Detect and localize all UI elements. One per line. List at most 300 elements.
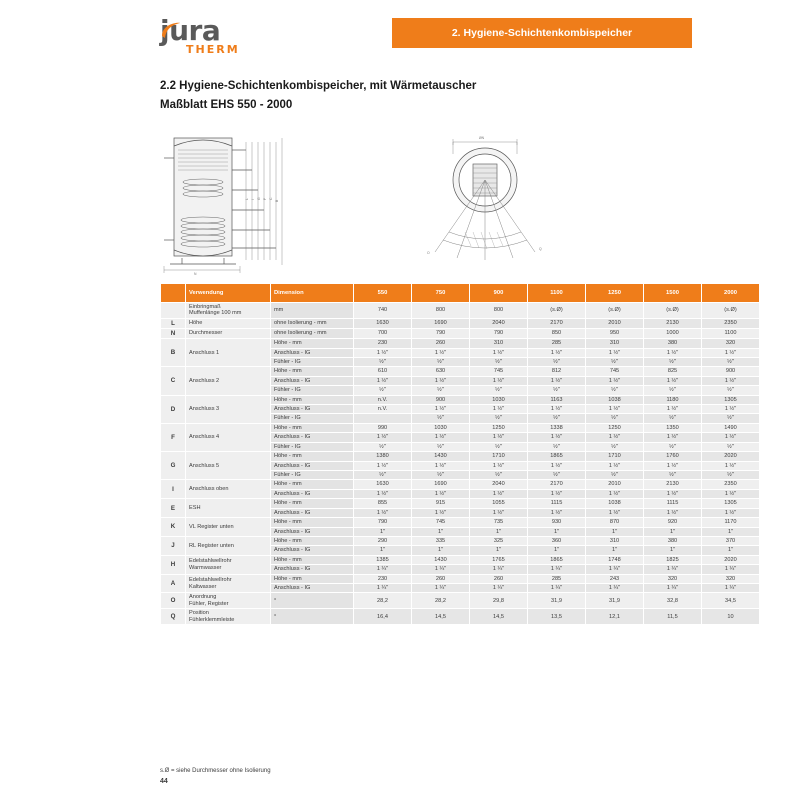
row-value-cell: 1 ½" — [354, 489, 412, 498]
row-value-cell: 735 — [470, 518, 528, 527]
row-value-cell: 1380 — [354, 452, 412, 461]
row-dimension-cell: Höhe - mm — [271, 452, 354, 461]
row-value-cell: 745 — [412, 518, 470, 527]
table-row — [161, 555, 760, 564]
row-dimension-cell: Höhe - mm — [271, 423, 354, 432]
svg-text:L: L — [245, 198, 249, 200]
row-value-cell: 320 — [702, 339, 760, 348]
row-key-cell: Q — [161, 609, 186, 625]
row-value-cell: 870 — [586, 518, 644, 527]
row-value-cell: 1 ½" — [528, 461, 586, 470]
row-value-cell: 1 ½" — [586, 461, 644, 470]
row-value-cell: ½" — [702, 357, 760, 366]
row-dimension-cell: Anschluss - IG — [271, 584, 354, 593]
row-value-cell: ½" — [644, 471, 702, 480]
row-value-cell: 32,8 — [644, 593, 702, 609]
row-usage-cell: Durchmesser — [186, 328, 271, 338]
row-dimension-cell: Höhe - mm — [271, 555, 354, 564]
row-value-cell: 800 — [470, 303, 528, 319]
row-value-cell: 1 ¼" — [354, 584, 412, 593]
row-value-cell: 1 ½" — [470, 461, 528, 470]
row-value-cell: 1000 — [644, 328, 702, 338]
row-value-cell: 1 ½" — [412, 405, 470, 414]
row-value-cell: 1690 — [412, 318, 470, 328]
row-key-cell: H — [161, 555, 186, 574]
row-value-cell: 915 — [412, 499, 470, 508]
row-value-cell: 380 — [644, 536, 702, 545]
row-value-cell: 1748 — [586, 555, 644, 564]
row-dimension-cell: Höhe - mm — [271, 367, 354, 376]
row-value-cell: ½" — [412, 471, 470, 480]
row-value-cell: 1305 — [702, 395, 760, 404]
row-dimension-cell: Anschluss - IG — [271, 565, 354, 574]
row-usage-cell: VL Register unten — [186, 518, 271, 537]
row-value-cell: 2020 — [702, 555, 760, 564]
row-key-cell: B — [161, 339, 186, 367]
row-value-cell: 1 ¼" — [702, 584, 760, 593]
row-value-cell: 1115 — [644, 499, 702, 508]
row-value-cell: 745 — [470, 367, 528, 376]
row-usage-cell: Anschluss 3 — [186, 395, 271, 423]
table-row — [161, 609, 760, 625]
row-value-cell: 1 ¼" — [702, 565, 760, 574]
col-550: 550 — [354, 284, 412, 303]
row-value-cell: 285 — [528, 339, 586, 348]
table-row — [161, 593, 760, 609]
row-value-cell: 230 — [354, 339, 412, 348]
row-value-cell: 1 ½" — [702, 433, 760, 442]
row-key-cell: N — [161, 328, 186, 338]
row-value-cell: 1 ½" — [702, 489, 760, 498]
row-value-cell: 1100 — [702, 328, 760, 338]
row-value-cell: 1 ½" — [354, 508, 412, 517]
row-value-cell: 1385 — [354, 555, 412, 564]
row-value-cell: 285 — [528, 574, 586, 583]
row-value-cell: 1 ½" — [528, 376, 586, 385]
row-value-cell: 260 — [412, 574, 470, 583]
row-value-cell: 230 — [354, 574, 412, 583]
row-value-cell: 1 ¼" — [470, 584, 528, 593]
row-key-cell: G — [161, 452, 186, 480]
table-row — [161, 328, 760, 338]
row-value-cell: 10 — [702, 609, 760, 625]
row-key-cell: A — [161, 574, 186, 593]
front-view-drawing — [160, 120, 360, 275]
row-dimension-cell: Anschluss - IG — [271, 461, 354, 470]
row-value-cell: 1" — [470, 527, 528, 536]
row-value-cell: (s.Ø) — [702, 303, 760, 319]
row-key-cell: E — [161, 499, 186, 518]
row-value-cell: 1" — [528, 546, 586, 555]
row-value-cell: 16,4 — [354, 609, 412, 625]
col-dimension: Dimension — [271, 284, 354, 303]
row-key-cell: J — [161, 536, 186, 555]
row-value-cell — [354, 414, 412, 423]
row-value-cell: ½" — [586, 414, 644, 423]
row-value-cell: 28,2 — [354, 593, 412, 609]
row-dimension-cell: Anschluss - IG — [271, 527, 354, 536]
svg-text:F: F — [263, 197, 267, 200]
row-value-cell: ½" — [644, 414, 702, 423]
row-value-cell: 790 — [412, 328, 470, 338]
row-value-cell: 310 — [586, 536, 644, 545]
col-key — [161, 284, 186, 303]
row-dimension-cell: Höhe - mm — [271, 574, 354, 583]
row-value-cell: ½" — [412, 386, 470, 395]
row-dimension-cell: Anschluss - IG — [271, 405, 354, 414]
row-value-cell: 900 — [702, 367, 760, 376]
row-dimension-cell: Anschluss - IG — [271, 376, 354, 385]
technical-drawings — [160, 120, 690, 275]
row-key-cell: F — [161, 423, 186, 451]
page-title: 2.2 Hygiene-Schichtenkombispeicher, mit Wärmetauscher — [160, 80, 477, 92]
row-key-cell: D — [161, 395, 186, 423]
row-value-cell: 1" — [702, 546, 760, 555]
row-value-cell: 1 ½" — [528, 433, 586, 442]
row-value-cell: 31,9 — [586, 593, 644, 609]
table-row — [161, 318, 760, 328]
table-footnote: s.Ø = siehe Durchmesser ohne Isolierung — [160, 768, 271, 774]
row-value-cell: 1115 — [528, 499, 586, 508]
row-value-cell: ½" — [354, 386, 412, 395]
row-value-cell: 1 ¼" — [354, 565, 412, 574]
row-value-cell: 243 — [586, 574, 644, 583]
col-750: 750 — [412, 284, 470, 303]
row-value-cell: 1865 — [528, 452, 586, 461]
row-value-cell: 1 ½" — [586, 376, 644, 385]
table-header-row — [161, 284, 760, 303]
row-value-cell: 2130 — [644, 318, 702, 328]
svg-text:N: N — [194, 272, 197, 275]
row-value-cell: ½" — [702, 386, 760, 395]
row-value-cell: 850 — [528, 328, 586, 338]
row-value-cell: 2020 — [702, 452, 760, 461]
svg-text:O: O — [427, 251, 430, 255]
row-value-cell: 14,5 — [470, 609, 528, 625]
row-value-cell: ½" — [412, 414, 470, 423]
row-value-cell: 1030 — [470, 395, 528, 404]
table-row — [161, 367, 760, 376]
row-value-cell: 1055 — [470, 499, 528, 508]
logo-main-text: jura — [160, 14, 221, 47]
row-value-cell: 1 ¼" — [470, 565, 528, 574]
table-row — [161, 303, 760, 319]
row-value-cell: 1" — [644, 527, 702, 536]
row-value-cell: 1430 — [412, 452, 470, 461]
row-value-cell: 1" — [412, 546, 470, 555]
row-value-cell: 2040 — [470, 480, 528, 489]
row-value-cell: 1 ½" — [702, 508, 760, 517]
row-value-cell: 29,8 — [470, 593, 528, 609]
row-value-cell: ½" — [470, 471, 528, 480]
row-key-cell — [161, 303, 186, 319]
row-value-cell: 1 ½" — [644, 376, 702, 385]
row-value-cell: (s.Ø) — [586, 303, 644, 319]
row-value-cell: ½" — [412, 442, 470, 451]
row-value-cell: 1 ½" — [528, 508, 586, 517]
row-value-cell: 1630 — [354, 480, 412, 489]
row-value-cell: 370 — [702, 536, 760, 545]
row-value-cell: 1490 — [702, 423, 760, 432]
row-value-cell: ½" — [644, 357, 702, 366]
row-value-cell: 335 — [412, 536, 470, 545]
page-subtitle: Maßblatt EHS 550 - 2000 — [160, 99, 293, 111]
row-value-cell: ½" — [586, 471, 644, 480]
row-value-cell: 31,9 — [528, 593, 586, 609]
row-value-cell: 1 ½" — [354, 433, 412, 442]
table-row — [161, 536, 760, 545]
row-value-cell: 2170 — [528, 318, 586, 328]
svg-text:B: B — [275, 199, 279, 202]
row-value-cell: 2010 — [586, 318, 644, 328]
row-value-cell: 310 — [586, 339, 644, 348]
col-1250: 1250 — [586, 284, 644, 303]
row-value-cell: 1 ½" — [354, 376, 412, 385]
row-value-cell: ½" — [586, 357, 644, 366]
row-value-cell: 1 ¼" — [528, 565, 586, 574]
row-value-cell: 1 ½" — [586, 433, 644, 442]
row-value-cell: 1 ½" — [470, 348, 528, 357]
specification-table — [160, 283, 760, 625]
brand-logo — [160, 14, 280, 58]
row-value-cell: 1 ¼" — [586, 565, 644, 574]
page-number: 44 — [160, 778, 168, 785]
row-value-cell: 1 ½" — [702, 376, 760, 385]
row-value-cell: ½" — [702, 414, 760, 423]
row-value-cell: 11,5 — [644, 609, 702, 625]
row-usage-cell: Einbringmaß Muffenlänge 100 mm — [186, 303, 271, 319]
row-usage-cell: Anordnung Fühler, Register — [186, 593, 271, 609]
row-value-cell: 1 ½" — [354, 461, 412, 470]
row-usage-cell: Anschluss 2 — [186, 367, 271, 395]
row-value-cell: 1710 — [470, 452, 528, 461]
table-header — [161, 284, 760, 303]
row-value-cell: 825 — [644, 367, 702, 376]
row-value-cell: 1030 — [412, 423, 470, 432]
row-usage-cell: ESH — [186, 499, 271, 518]
row-value-cell: 1 ½" — [586, 508, 644, 517]
row-value-cell: 1 ½" — [470, 433, 528, 442]
row-value-cell: 1 ½" — [412, 461, 470, 470]
row-value-cell: ½" — [702, 471, 760, 480]
row-usage-cell: Anschluss 1 — [186, 339, 271, 367]
row-value-cell: 1430 — [412, 555, 470, 564]
row-value-cell: 2010 — [586, 480, 644, 489]
row-dimension-cell: Höhe - mm — [271, 395, 354, 404]
row-value-cell: 790 — [354, 518, 412, 527]
row-value-cell: 1" — [528, 527, 586, 536]
row-value-cell: 812 — [528, 367, 586, 376]
logo-sub-text: THERM — [186, 43, 240, 56]
row-value-cell: 1 ½" — [702, 405, 760, 414]
row-value-cell: 14,5 — [412, 609, 470, 625]
row-value-cell: 1630 — [354, 318, 412, 328]
row-value-cell: 1250 — [470, 423, 528, 432]
row-dimension-cell: Anschluss - IG — [271, 489, 354, 498]
row-dimension-cell: Höhe - mm — [271, 518, 354, 527]
col-900: 900 — [470, 284, 528, 303]
row-value-cell: 1 ¼" — [528, 584, 586, 593]
row-value-cell: 1170 — [702, 518, 760, 527]
row-value-cell: 2130 — [644, 480, 702, 489]
row-key-cell: L — [161, 318, 186, 328]
row-value-cell: 1" — [702, 527, 760, 536]
row-value-cell: 28,2 — [412, 593, 470, 609]
row-value-cell: 1" — [412, 527, 470, 536]
row-value-cell: 290 — [354, 536, 412, 545]
row-value-cell: 1 ¼" — [412, 565, 470, 574]
title-block — [160, 80, 720, 111]
row-value-cell: ½" — [470, 414, 528, 423]
row-dimension-cell: ohne Isolierung - mm — [271, 318, 354, 328]
row-value-cell: 1" — [586, 527, 644, 536]
page-header — [140, 14, 692, 56]
section-view-drawing — [405, 128, 595, 268]
row-value-cell: ½" — [470, 386, 528, 395]
row-value-cell: 1710 — [586, 452, 644, 461]
row-value-cell: 1" — [354, 546, 412, 555]
row-value-cell: 1038 — [586, 499, 644, 508]
row-value-cell: 1 ½" — [644, 489, 702, 498]
row-dimension-cell: ° — [271, 593, 354, 609]
row-usage-cell: Position Fühlerklemmleiste — [186, 609, 271, 625]
row-dimension-cell: Anschluss - IG — [271, 508, 354, 517]
row-value-cell: 12,1 — [586, 609, 644, 625]
svg-text:I: I — [251, 199, 255, 200]
row-value-cell: ½" — [528, 414, 586, 423]
row-value-cell: 1 ½" — [412, 348, 470, 357]
row-dimension-cell: Fühler - IG — [271, 471, 354, 480]
row-key-cell: I — [161, 480, 186, 499]
table-row — [161, 574, 760, 583]
table-row — [161, 518, 760, 527]
row-value-cell: 1" — [586, 546, 644, 555]
row-value-cell: 1 ½" — [644, 461, 702, 470]
row-value-cell: 320 — [702, 574, 760, 583]
chapter-title-bar — [392, 18, 692, 48]
svg-text:Q: Q — [539, 247, 542, 251]
row-value-cell: 13,5 — [528, 609, 586, 625]
row-key-cell: C — [161, 367, 186, 395]
row-value-cell: ½" — [528, 386, 586, 395]
row-usage-cell: Anschluss oben — [186, 480, 271, 499]
row-value-cell: 1 ½" — [470, 405, 528, 414]
row-value-cell: 1 ¼" — [586, 584, 644, 593]
row-value-cell: 1 ½" — [586, 348, 644, 357]
specification-table-wrapper — [160, 283, 737, 625]
row-value-cell: 2040 — [470, 318, 528, 328]
row-value-cell: ½" — [644, 442, 702, 451]
row-value-cell: 2170 — [528, 480, 586, 489]
row-value-cell: n.V. — [354, 395, 412, 404]
table-row — [161, 499, 760, 508]
row-usage-cell: Höhe — [186, 318, 271, 328]
row-value-cell: 1 ½" — [412, 376, 470, 385]
row-value-cell: 380 — [644, 339, 702, 348]
col-1500: 1500 — [644, 284, 702, 303]
row-value-cell: ½" — [412, 357, 470, 366]
row-value-cell: ½" — [702, 442, 760, 451]
row-value-cell: 1 ½" — [528, 489, 586, 498]
row-value-cell: ½" — [528, 442, 586, 451]
table-row — [161, 423, 760, 432]
row-dimension-cell: ohne Isolierung - mm — [271, 328, 354, 338]
row-value-cell: ½" — [528, 471, 586, 480]
row-value-cell: 2350 — [702, 318, 760, 328]
row-dimension-cell: Fühler - IG — [271, 386, 354, 395]
col-1100: 1100 — [528, 284, 586, 303]
row-value-cell: ½" — [644, 386, 702, 395]
row-usage-cell: RL Register unten — [186, 536, 271, 555]
row-value-cell: 900 — [412, 395, 470, 404]
table-body — [161, 303, 760, 625]
row-dimension-cell: ° — [271, 609, 354, 625]
row-value-cell: 950 — [586, 328, 644, 338]
row-value-cell: 325 — [470, 536, 528, 545]
row-dimension-cell: mm — [271, 303, 354, 319]
table-row — [161, 480, 760, 489]
row-dimension-cell: Anschluss - IG — [271, 433, 354, 442]
row-value-cell: 260 — [470, 574, 528, 583]
row-value-cell: 1 ½" — [470, 508, 528, 517]
row-value-cell: 930 — [528, 518, 586, 527]
row-value-cell: 1" — [470, 546, 528, 555]
row-value-cell: 1 ½" — [586, 489, 644, 498]
chapter-title-text: 2. Hygiene-Schichtenkombispeicher — [451, 27, 633, 39]
row-value-cell: 1 ½" — [412, 508, 470, 517]
row-value-cell: 745 — [586, 367, 644, 376]
row-value-cell: 1250 — [586, 423, 644, 432]
row-value-cell: 1" — [354, 527, 412, 536]
row-value-cell: 34,5 — [702, 593, 760, 609]
row-value-cell: 790 — [470, 328, 528, 338]
row-dimension-cell: Fühler - IG — [271, 357, 354, 366]
row-value-cell: n.V. — [354, 405, 412, 414]
row-value-cell: 1 ½" — [528, 348, 586, 357]
row-value-cell: 1 ½" — [528, 405, 586, 414]
row-value-cell: 1350 — [644, 423, 702, 432]
row-value-cell: 800 — [412, 303, 470, 319]
row-value-cell: 1825 — [644, 555, 702, 564]
row-value-cell: 1 ½" — [354, 348, 412, 357]
row-value-cell: 1163 — [528, 395, 586, 404]
row-value-cell: 1 ½" — [412, 489, 470, 498]
row-value-cell: 1 ½" — [470, 376, 528, 385]
row-value-cell: 855 — [354, 499, 412, 508]
row-value-cell: 260 — [412, 339, 470, 348]
row-value-cell: 1 ½" — [470, 489, 528, 498]
row-value-cell: (s.Ø) — [644, 303, 702, 319]
row-value-cell: 700 — [354, 328, 412, 338]
row-value-cell: ½" — [354, 357, 412, 366]
row-value-cell: 1 ¼" — [644, 584, 702, 593]
swoosh-icon — [160, 20, 182, 42]
row-dimension-cell: Höhe - mm — [271, 536, 354, 545]
row-dimension-cell: Höhe - mm — [271, 480, 354, 489]
row-usage-cell: Edelstahlwellrohr Warmwasser — [186, 555, 271, 574]
row-dimension-cell: Höhe - mm — [271, 499, 354, 508]
row-value-cell: 1 ½" — [644, 348, 702, 357]
row-value-cell: 2350 — [702, 480, 760, 489]
row-dimension-cell: Anschluss - IG — [271, 348, 354, 357]
row-value-cell: 320 — [644, 574, 702, 583]
row-value-cell: 1038 — [586, 395, 644, 404]
row-dimension-cell: Fühler - IG — [271, 414, 354, 423]
row-value-cell: 1305 — [702, 499, 760, 508]
row-value-cell: 1" — [644, 546, 702, 555]
row-value-cell: ½" — [470, 357, 528, 366]
table-row — [161, 395, 760, 404]
